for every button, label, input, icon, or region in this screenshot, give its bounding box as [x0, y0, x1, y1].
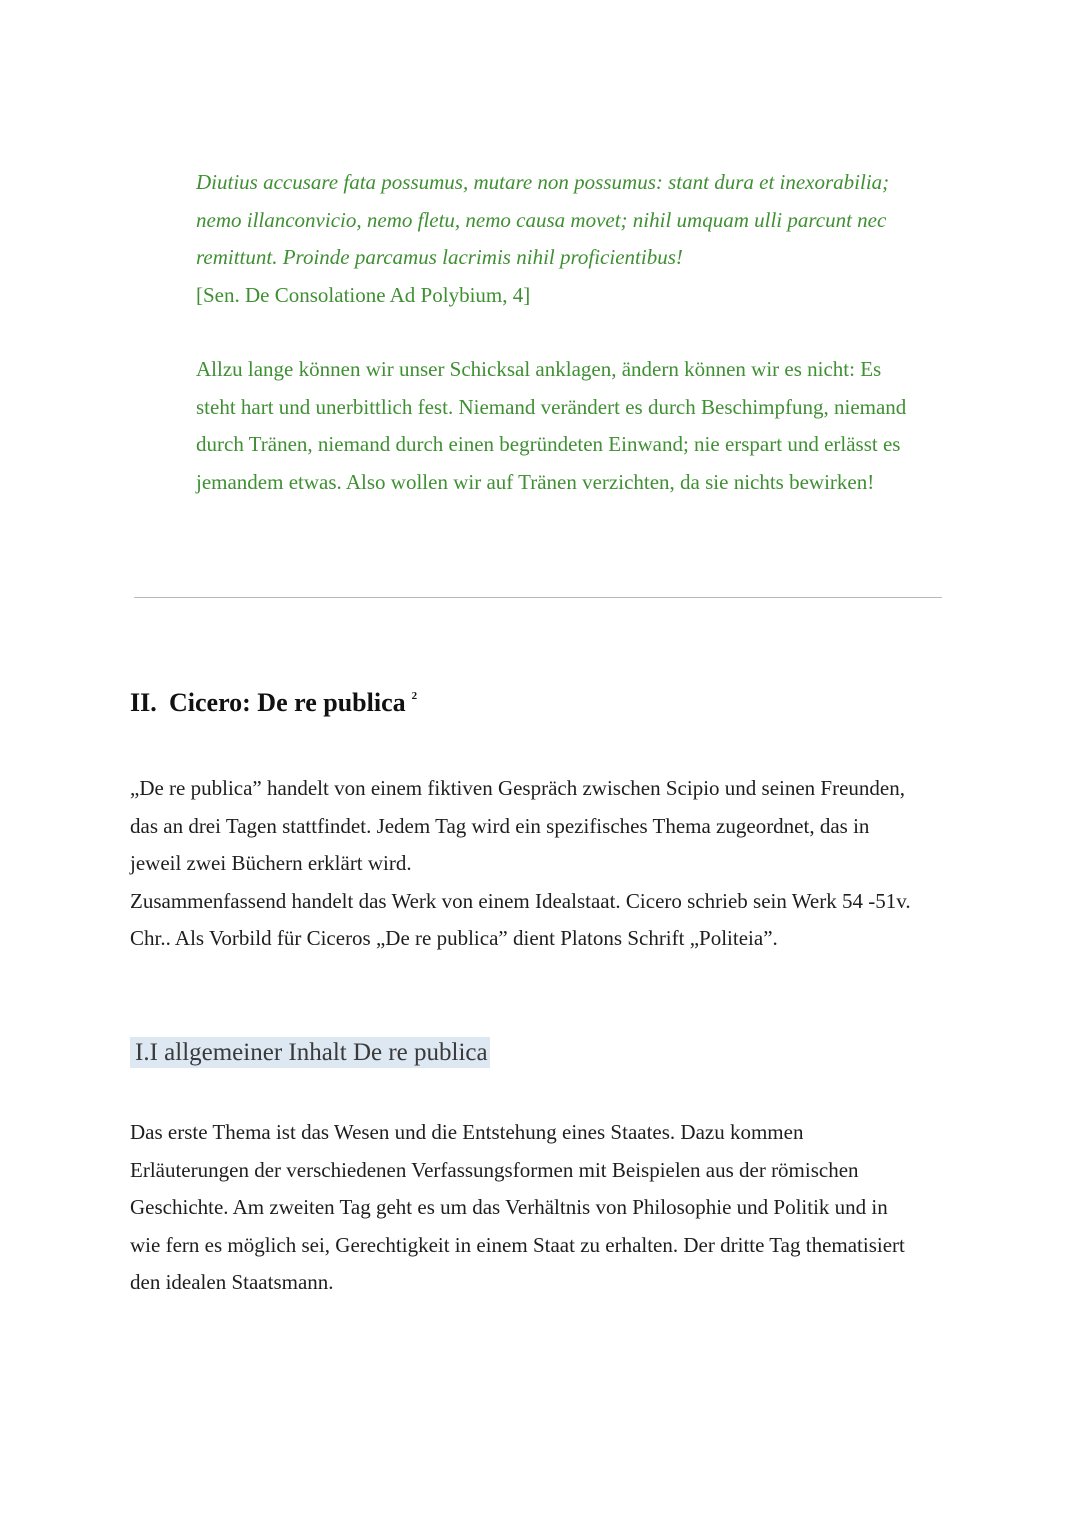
horizontal-divider: [134, 597, 942, 598]
section-intro-paragraph: „De re publica” handelt von einem fiktiven Gespräch zwischen Scipio und seinen Freunden, das an drei Tagen stattfindet. Jedem Tag wird ein spezifisches Thema zugeordnet, das in jeweil zwei Büchern erklärt wird. Zusammenfassend handelt das Werk von einem Idealstaat. Cicero schrieb sein Werk 54 -51v. Chr.. Als Vorbild für Ciceros „De re publica” dient Platons Schrift „Politeia”.: [130, 776, 911, 950]
quote-translation-text: Allzu lange können wir unser Schicksal anklagen, ändern können wir es nicht: Es steht hart und unerbittlich fest. Niemand verändert es durch Beschimpfung, niemand durch Tränen, niemand durch einen begründeten Einwand; nie erspart und erlässt es jemandem etwas. Also wollen wir auf Tränen verzichten, da sie nichts bewirken!: [196, 357, 907, 494]
section-title: Cicero: De re publica: [169, 688, 406, 717]
latin-quote-text: Diutius accusare fata possumus, mutare non possumus: stant dura et inexorabilia; nemo illanconvicio, nemo fletu, nemo causa movet; nihil umquam ulli parcunt nec remittunt. Proinde parcamus lacrimis nihil proficientibus!: [196, 170, 890, 269]
section-heading: [130, 688, 417, 718]
footnote-marker[interactable]: 2: [411, 690, 418, 702]
section-number: II.: [130, 688, 157, 717]
subsection-paragraph: Das erste Thema ist das Wesen und die Entstehung eines Staates. Dazu kommen Erläuterungen der verschiedenen Verfassungsformen mit Beispielen aus der römischen Geschichte. Am zweiten Tag geht es um das Verhältnis von Philosophie und Politik und in wie fern es möglich sei, Gerechtigkeit in einem Staat zu erhalten. Der dritte Tag thematisiert den idealen Staatsmann.: [130, 1120, 905, 1294]
subsection-heading: I.I allgemeiner Inhalt De re publica: [130, 1037, 490, 1068]
quote-source-citation: [Sen. De Consolatione Ad Polybium, 4]: [196, 282, 531, 307]
seneca-quote-block: [196, 164, 956, 501]
